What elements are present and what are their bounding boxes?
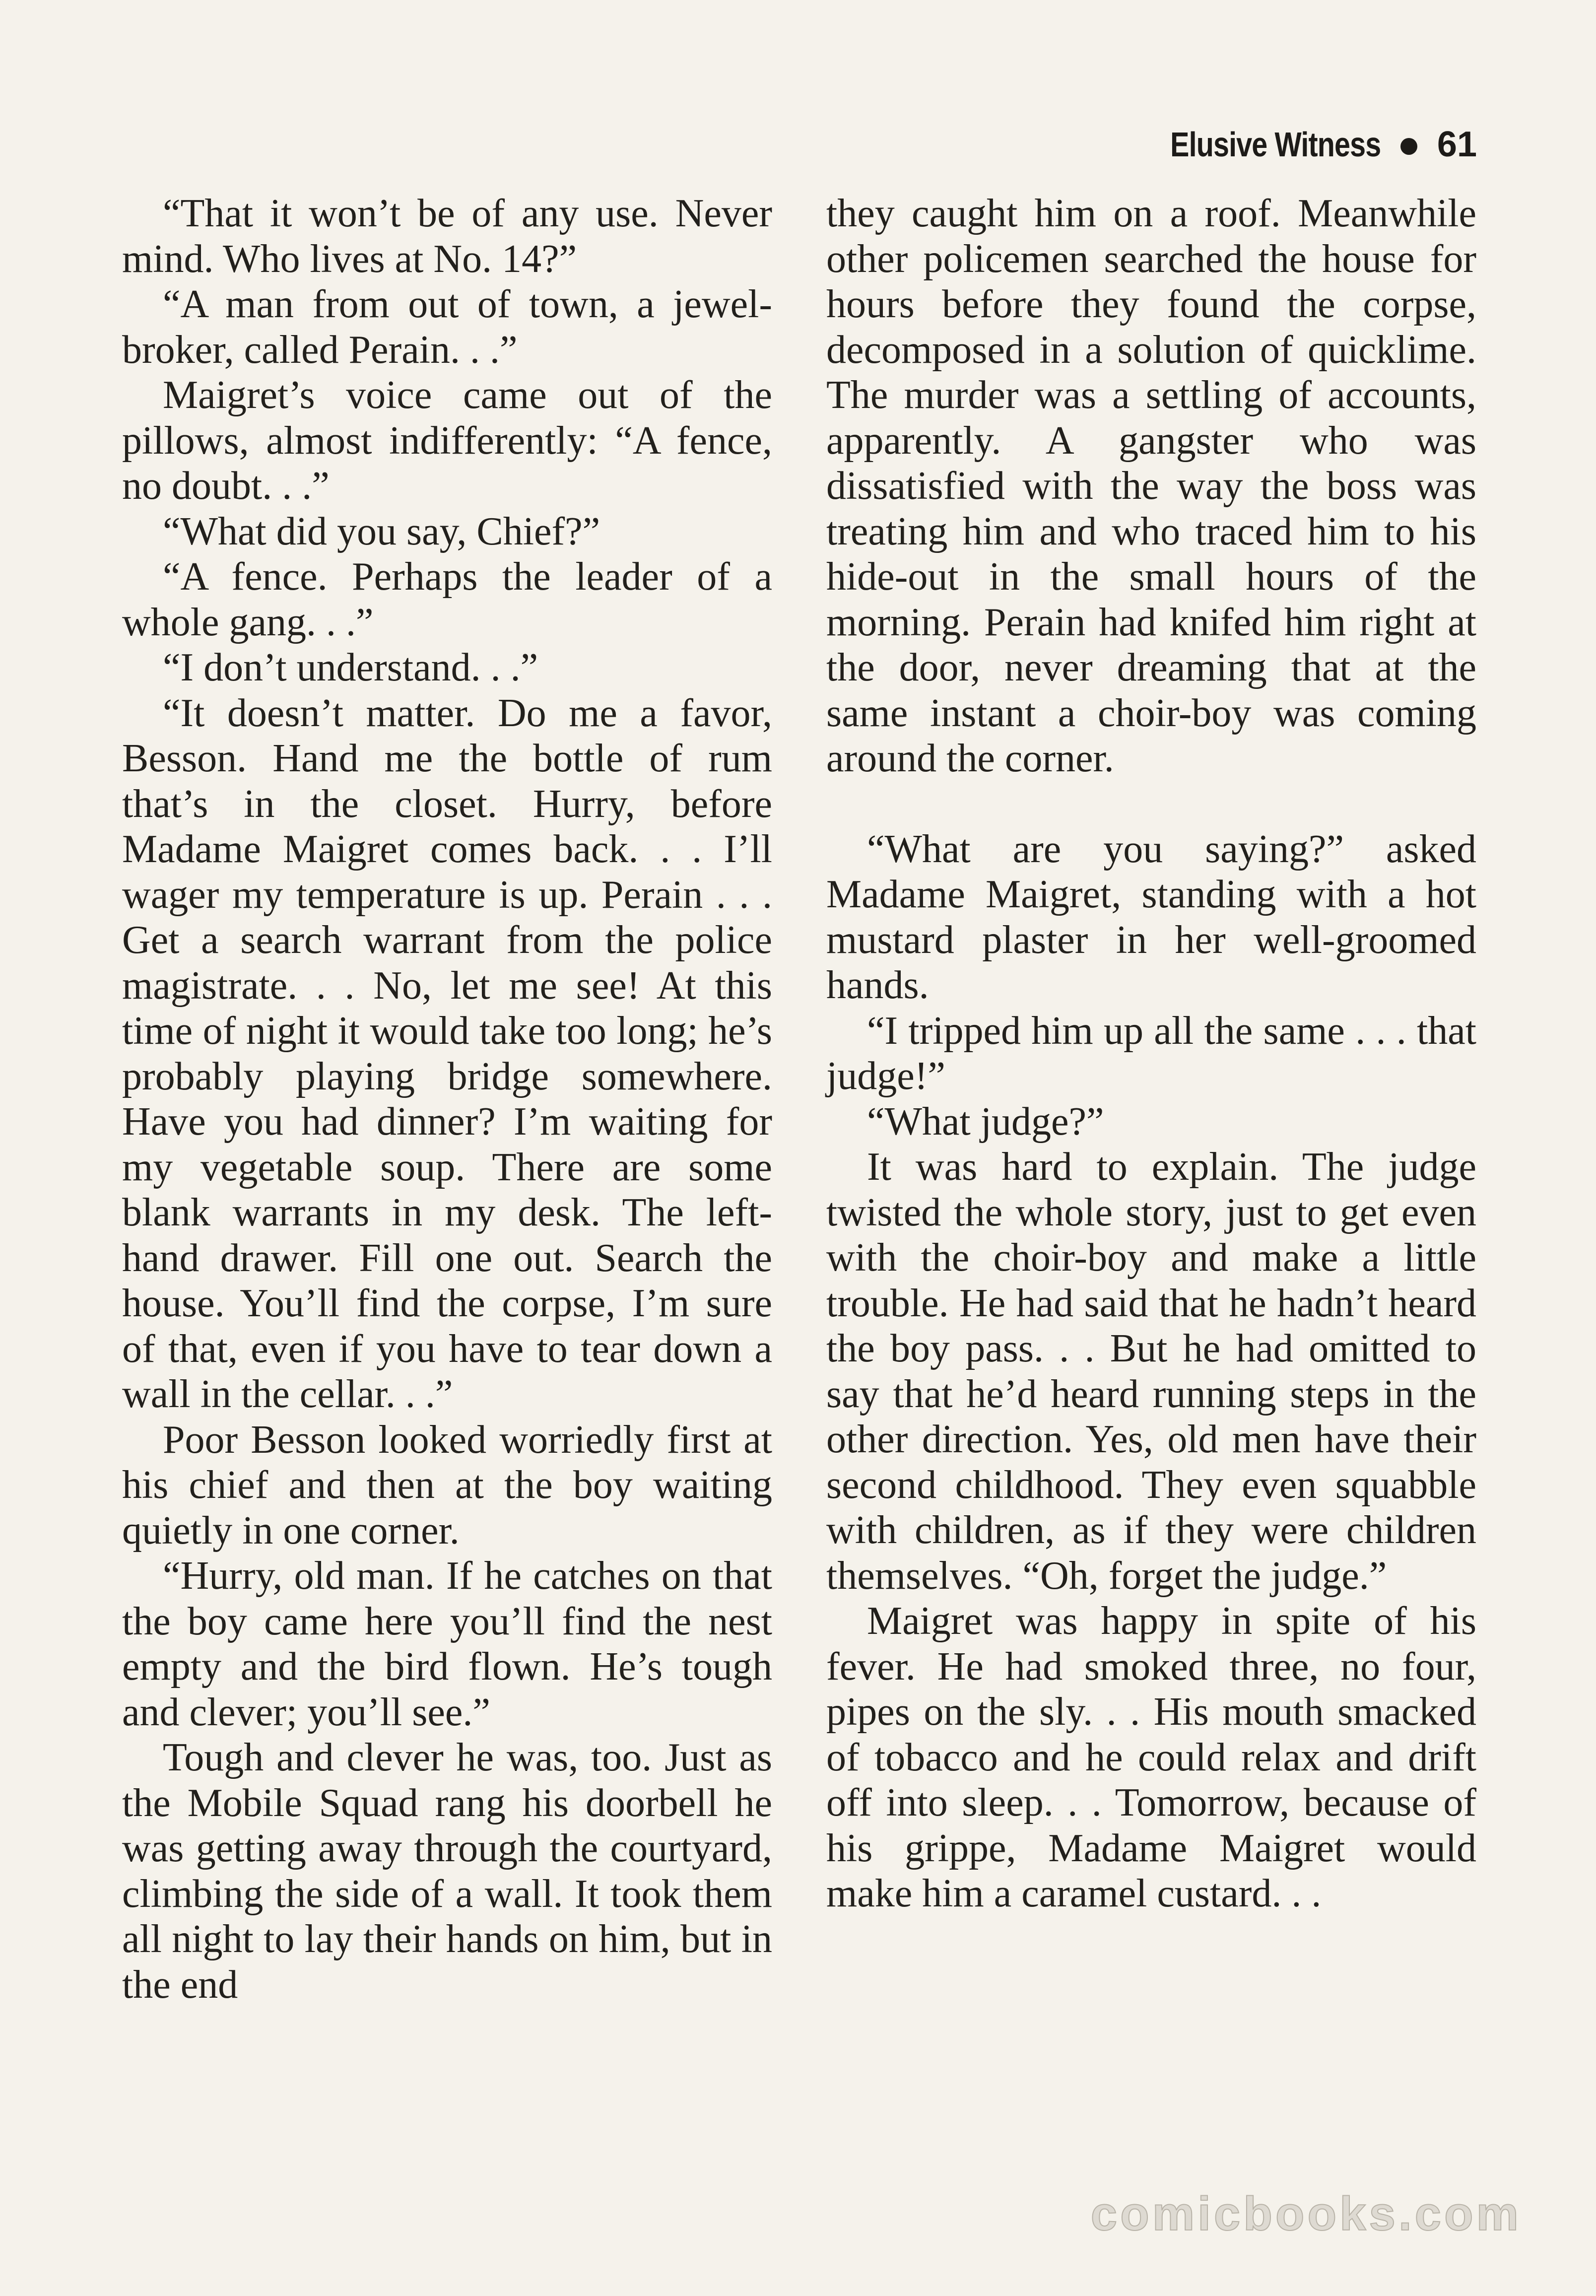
site-watermark: comicbooks.com	[1090, 2187, 1522, 2240]
paragraph: “Hurry, old man. If he catches on that the boy came here you’ll find the nest empty and the bird flown. He’s tough and clever; you’ll see.”	[122, 1554, 772, 1734]
right-text-column	[826, 191, 1476, 1917]
paragraph: “What judge?”	[867, 1099, 1104, 1144]
paragraph: Poor Besson looked worriedly first at his chief and then at the boy waiting quietly in one corner.	[122, 1418, 772, 1553]
paragraph: “A man from out of town, a jewel-broker, called Perain. . .”	[122, 282, 772, 372]
paragraph: “That it won’t be of any use. Never mind. Who lives at No. 14?”	[122, 192, 772, 281]
paragraph: “It doesn’t matter. Do me a favor, Besson. Hand me the bottle of rum that’s in the closet. Hurry, before Madame Maigret comes back. . . I’ll wager my temperature is up. Perain . . . Get a search warrant from the police magistrate. . . No, let me see! At this time of night it would take too long; he’s probably playing bridge somewhere. Have you had dinner? I’m waiting for my vegetable soup. There are some blank warrants in my desk. The left-hand drawer. Fill one out. Search the house. You’ll find the corpse, I’m sure of that, even if you have to tear down a wall in the cellar. . .”	[122, 691, 772, 1416]
paragraph: It was hard to explain. The judge twisted the whole story, just to get even with the choir-boy and make a little trouble. He had said that he hadn’t heard the boy pass. . . But he had omitted to say that he’d heard running steps in the other direction. Yes, old men have their second childhood. They even squabble with children, as if they were children themselves. “Oh, forget the judge.”	[826, 1145, 1476, 1598]
paragraph: Maigret was happy in spite of his fever. He had smoked three, no four, pipes on the sly. . . His mouth smacked of tobacco and he could relax and drift off into sleep. . . Tomorrow, because of his grippe, Madame Maigret would make him a caramel custard. . .	[826, 1599, 1476, 1915]
story-title: Elusive Witness	[1170, 125, 1381, 164]
paragraph: Maigret’s voice came out of the pillows, almost indifferently: “A fence, no doubt. . .”	[122, 373, 772, 508]
paragraph: “I don’t understand. . .”	[163, 646, 538, 689]
paragraph: “I tripped him up all the same . . . that judge!”	[826, 1009, 1476, 1098]
left-text-column	[122, 191, 772, 2008]
paragraph-continued: they caught him on a roof. Meanwhile other policemen searched the house for hours before they found the corpse, decomposed in a solution of quicklime. The murder was a settling of accounts, apparently. A gangster who was dissatisfied with the way the boss was treating him and who traced him to his hide-out in the small hours of the morning. Perain had knifed him right at the door, never dreaming that at the same instant a choir-boy was coming around the corner.	[826, 192, 1476, 780]
paragraph: “What did you say, Chief?”	[163, 509, 600, 553]
paragraph: “What are you saying?” asked Madame Maigret, standing with a hot mustard plaster in her well-groomed hands.	[826, 827, 1476, 1007]
bullet-separator-icon	[1400, 138, 1417, 155]
page-number: 61	[1437, 125, 1477, 164]
paragraph: “A fence. Perhaps the leader of a whole gang. . .”	[122, 555, 772, 644]
running-header	[1124, 124, 1477, 165]
paragraph: Tough and clever he was, too. Just as the Mobile Squad rang his doorbell he was getting away through the courtyard, climbing the side of a wall. It took them all night to lay their hands on him, but in the end	[122, 1736, 772, 2007]
